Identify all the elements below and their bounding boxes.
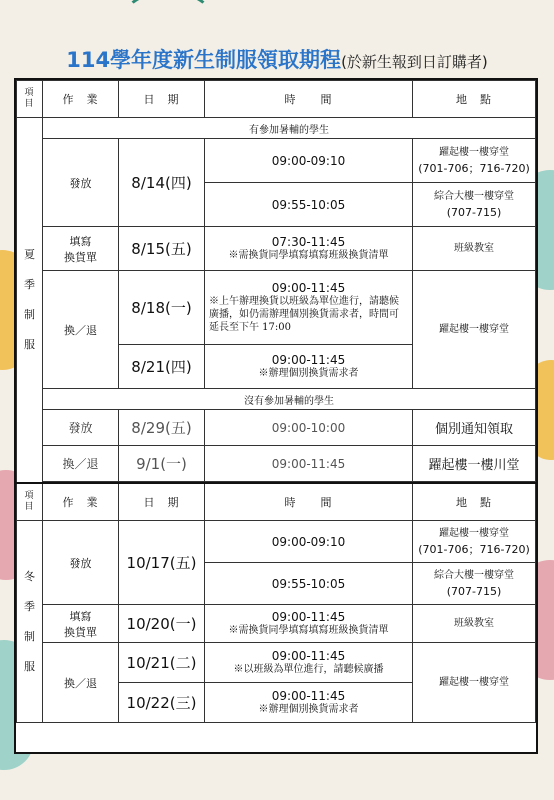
summer-no-ex-time: 09:00-11:45 [205,446,413,482]
summer-no-ex-task: 換／退 [43,446,119,482]
header-time: 時 間 [205,483,413,521]
table-row [17,410,536,446]
table-row [17,227,536,271]
summer-no-issue-task: 發放 [43,410,119,446]
summer-exchange-place: 躍起樓一樓穿堂 [413,271,536,389]
table-row [17,446,536,482]
summer-fill-time-cell: 07:30-11:45 ※需換貨同學填寫填寫班級換貨清單 [205,227,413,271]
summer-no-issue-time: 09:00-10:00 [205,410,413,446]
header-date: 日 期 [119,483,205,521]
header-item: 項 目 [17,483,43,521]
banner-row [17,389,536,410]
header-task: 作 業 [43,483,119,521]
header-row [17,483,536,521]
title-main: 114學年度新生制服領取期程 [66,48,342,72]
winter-fill-place: 班級教室 [413,605,536,643]
summer-banner-without: 沒有參加暑輔的學生 [43,389,536,410]
page-title [0,44,554,74]
summer-issue-date: 8/14(四) [119,139,205,227]
winter-issue-place-2: 綜合大樓一樓穿堂 (707-715) [413,563,536,605]
summer-issue-time-2: 09:55-10:05 [205,183,413,227]
summer-ex1-time-cell: 09:00-11:45 ※上午辦理換貨以班級為單位進行，請聽候廣播，如仍需辦理個別換貨需求者，時間可延長至下午 17:00 [205,271,413,345]
header-item: 項 目 [17,81,43,118]
summer-exchange-task: 換／退 [43,271,119,389]
summer-no-issue-date: 8/29(五) [119,410,205,446]
header-date: 日 期 [119,81,205,118]
schedule-frame [14,78,538,754]
winter-exchange-place: 躍起樓一樓穿堂 [413,643,536,723]
table-row [17,521,536,563]
title-sub: (於新生報到日訂購者) [341,53,488,71]
summer-banner-with: 有參加暑輔的學生 [43,118,536,139]
winter-ex1-time-cell: 09:00-11:45 ※以班級為單位進行，請聽候廣播 [205,643,413,683]
summer-no-ex-date: 9/1(一) [119,446,205,482]
winter-exchange-task: 換／退 [43,643,119,723]
summer-fill-task: 填寫 換貨單 [43,227,119,271]
winter-issue-time-1: 09:00-09:10 [205,521,413,563]
summer-fill-date: 8/15(五) [119,227,205,271]
winter-ex2-date: 10/22(三) [119,683,205,723]
banner-row [17,118,536,139]
summer-issue-time-1: 09:00-09:10 [205,139,413,183]
winter-issue-place-1: 躍起樓一樓穿堂 (701-706；716-720) [413,521,536,563]
summer-no-issue-place: 個別通知領取 [413,410,536,446]
winter-ex2-time-cell: 09:00-11:45 ※辦理個別換貨需求者 [205,683,413,723]
header-place: 地 點 [413,483,536,521]
header-row [17,81,536,118]
summer-ex2-date: 8/21(四) [119,345,205,389]
table-row [17,139,536,183]
table-row [17,605,536,643]
summer-issue-place-2: 綜合大樓一樓穿堂 (707-715) [413,183,536,227]
summer-no-ex-place: 躍起樓一樓川堂 [413,446,536,482]
summer-fill-place: 班級教室 [413,227,536,271]
summer-label: 夏 季 制 服 [17,118,43,484]
table-row [17,643,536,683]
summer-issue-task: 發放 [43,139,119,227]
winter-ex1-date: 10/21(二) [119,643,205,683]
table-row [17,271,536,345]
winter-issue-time-2: 09:55-10:05 [205,563,413,605]
summer-issue-place-1: 躍起樓一樓穿堂 (701-706；716-720) [413,139,536,183]
winter-fill-date: 10/20(一) [119,605,205,643]
winter-label: 冬 季 制 服 [17,521,43,723]
summer-ex2-time-cell: 09:00-11:45 ※辦理個別換貨需求者 [205,345,413,389]
winter-fill-task: 填寫 換貨單 [43,605,119,643]
header-place: 地 點 [413,81,536,118]
winter-fill-time-cell: 09:00-11:45 ※需換貨同學填寫填寫班級換貨清單 [205,605,413,643]
winter-issue-task: 發放 [43,521,119,605]
header-time: 時 間 [205,81,413,118]
summer-ex1-date: 8/18(一) [119,271,205,345]
schedule-table [16,80,536,723]
winter-issue-date: 10/17(五) [119,521,205,605]
header-task: 作 業 [43,81,119,118]
